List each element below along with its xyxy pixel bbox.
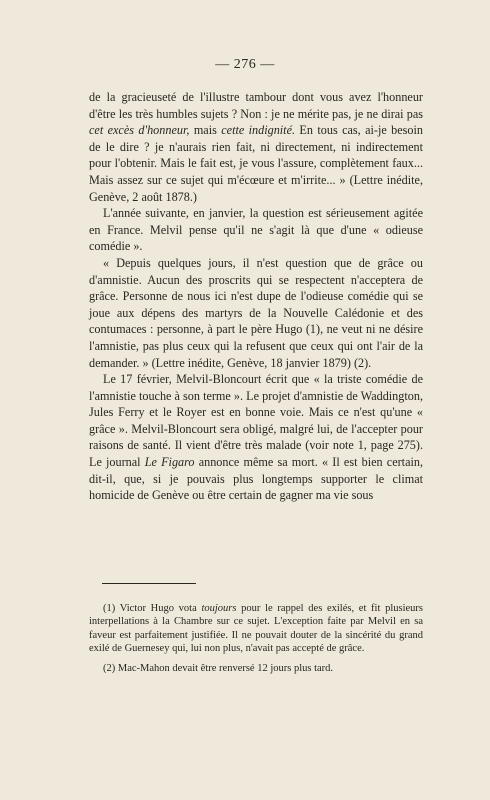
italic-segment: cette indignité. [221, 123, 296, 138]
text-segment: En tous cas, ai-je besoin de le dire ? je n'aurais rien fait, ni directement, ni indirectement pour l'obtenir. Mais le fait est, je vous l'assure, complètement faux... Mais assez sur ce sujet qui m'écœure et m'irrite... » (Lettre inédite, Genève, 2 août 1878.) [89, 123, 423, 204]
page-number: — 276 — [215, 57, 275, 72]
footnote-2 [89, 662, 423, 675]
paragraph-4 [89, 371, 423, 504]
text-segment: de la gracieuseté de l'illustre tambour dont vous avez l'honneur d'être les très humbles sujets ? Non : je ne mérite pas, je ne dirai pas [89, 90, 423, 121]
text-segment: (2) Mac-Mahon devait être renversé 12 jours plus tard. [103, 662, 334, 674]
paragraph-2 [89, 205, 423, 255]
footnotes [89, 602, 423, 675]
text-segment: Le 17 février, Melvil-Bloncourt écrit que « la triste comédie de l'amnistie touche à son terme ». Le projet d'amnistie de Waddington, Jules Ferry et le Royer est en bonne voie. Mais ce n'est qu'une « grâce ». Melvil-Bloncourt sera obligé, malgré lui, de l'accepter pour raisons de santé. Il vient d'être très malade (voir note 1, page 275). Le journal [89, 372, 423, 470]
paragraph-1 [89, 89, 423, 205]
text-segment: annonce même sa mort. « Il est bien certain, dit-il, que, si je pouvais plus longtemps supporter le climat homicide de Genève ou être certain de gagner ma vie sous [89, 455, 424, 503]
text-segment: « Depuis quelques jours, il n'est question que de grâce ou d'amnistie. Aucun des proscrits qui se respectent n'acceptera de grâce. Personne de nous ici n'est dupe de l'odieuse comédie qui se joue aux dépens des martyrs de la Nouvelle Calédonie et des contumaces : personne, à part le père Hugo (1), ne veut ni ne désire l'amnistie, pas plus ceux qui la refusent que ceux qui ont l'air de la demander. » (Lettre inédite, Genève, 18 janvier 1879) (2). [89, 255, 423, 370]
main-text [89, 89, 423, 504]
paragraph-3 [89, 255, 423, 371]
text-segment: pour le rappel des exilés, et fit plusieurs interpellations à la Chambre sur ce sujet. L'exception faite par Melvil en sa faveur est parfaitement justifiée. Il ne pouvait douter de la sincérité du grand exilé de Guernesey qui, lui non plus, n'avait pas accepté de grâce. [89, 603, 423, 655]
italic-segment: toujours [201, 603, 237, 614]
text-segment: mais [189, 123, 222, 138]
text-segment: L'année suivante, en janvier, la question est sérieusement agitée en France. Melvil pense qu'il ne s'agit là que d'une « odieuse comédie ». [89, 206, 423, 254]
text-segment: (1) Victor Hugo vota [103, 603, 202, 614]
footnote-separator [102, 583, 196, 584]
italic-segment: cet excès d'honneur, [89, 123, 190, 138]
footnote-1 [89, 602, 423, 656]
italic-segment: Le Figaro [144, 455, 195, 470]
